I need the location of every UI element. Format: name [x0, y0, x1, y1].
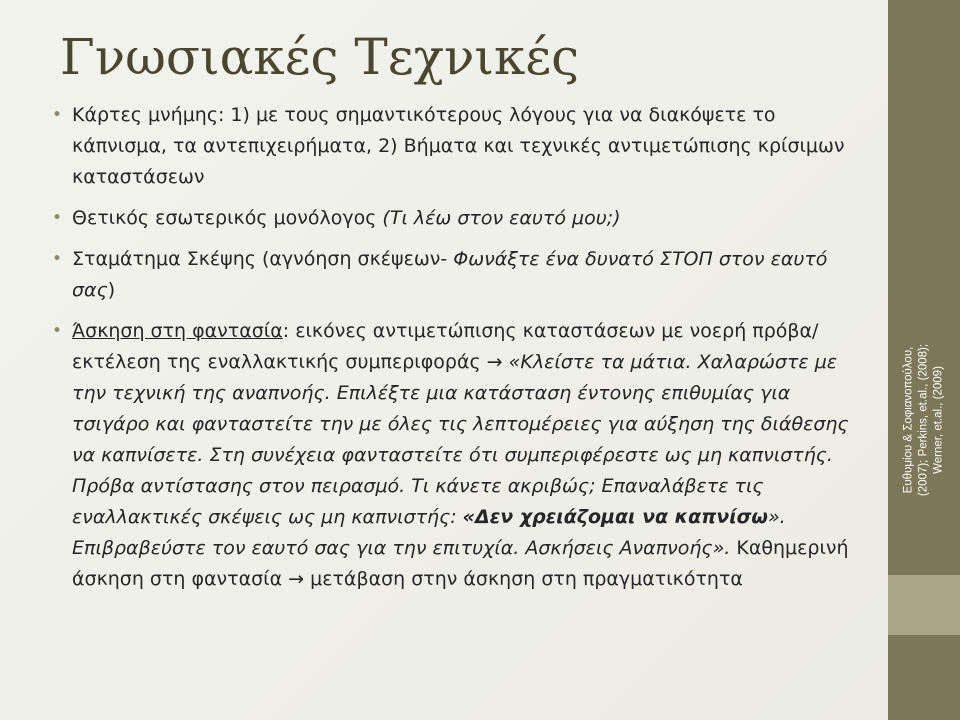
- arrow-right-icon: →: [486, 351, 503, 373]
- list-item-underlined: Άσκηση στη φαντασία: [72, 320, 283, 342]
- sidebar-citation-container: [888, 0, 960, 720]
- bullet-icon: •: [52, 321, 63, 341]
- arrow-right-icon: →: [288, 568, 305, 590]
- list-item-italic-tail: ». Επιβραβεύστε τον εαυτό σας για την επιτυχία. Ασκήσεις Αναπνοής».: [72, 506, 786, 559]
- list-item-tail: ): [107, 279, 116, 301]
- page-title: Γνωσιακές Τεχνικές: [60, 28, 580, 86]
- bullet-icon: •: [52, 208, 63, 228]
- list-item: [52, 100, 862, 193]
- list-item: [52, 203, 862, 234]
- list-item-italic: «Κλείστε τα μάτια. Χαλαρώστε με την τεχνική της αναπνοής. Επιλέξτε μια κατάσταση έντονης επιθυμίας για τσιγάρο και φανταστείτε την με όλες τις λεπτομέρειες για αύξηση της διάθεσης να καπνίσετε. Στη συνέχεια φανταστείτε ότι συμπεριφέρεστε ως μη καπνιστής. Πρόβα αντίστασης στον πειρασμό. Τι κάνετε ακριβώς; Επαναλάβετε τις εναλλακτικές σκέψεις ως μη καπνιστής:: [72, 351, 849, 528]
- list-item-bold-italic: «Δεν χρειάζομαι να καπνίσω: [462, 506, 768, 528]
- bullet-list-container: [52, 100, 862, 605]
- sidebar-citation: Ευθυμίου & Σοφιανοπούλου, (2007); Perkins, et.al., (2008); Werner, et.al., (2009): [902, 343, 945, 497]
- list-item: [52, 316, 862, 595]
- list-item-text: Κάρτες μνήμης: 1) με τους σημαντικότερους λόγους για να διακόψετε το κάπνισμα, τα αντεπιχειρήματα, 2) Βήματα και τεχνικές αντιμετώπισης κρίσιμων καταστάσεων: [72, 104, 845, 188]
- list-item-italic: Φωνάξτε ένα δυνατό ΣΤΟΠ στον εαυτό σας: [72, 248, 828, 301]
- bullet-list: [52, 100, 862, 595]
- list-item-text: : εικόνες αντιμετώπισης καταστάσεων με νοερή πρόβα/εκτέλεση της εναλλακτικής συμπεριφοράς: [72, 320, 819, 373]
- list-item-text: Σταμάτημα Σκέψης (αγνόηση σκέψεων-: [72, 248, 454, 270]
- list-item-text-end: μετάβαση στην άσκηση στη πραγματικότητα: [304, 568, 743, 590]
- bullet-icon: •: [52, 249, 63, 269]
- bullet-icon: •: [52, 105, 63, 125]
- list-item-italic: (Τι λέω στον εαυτό μου;): [382, 207, 621, 229]
- list-item-text-tail: Καθημερινή άσκηση στη φαντασία: [72, 537, 849, 590]
- list-item-text: Θετικός εσωτερικός μονόλογος: [72, 207, 383, 229]
- list-item: [52, 244, 862, 306]
